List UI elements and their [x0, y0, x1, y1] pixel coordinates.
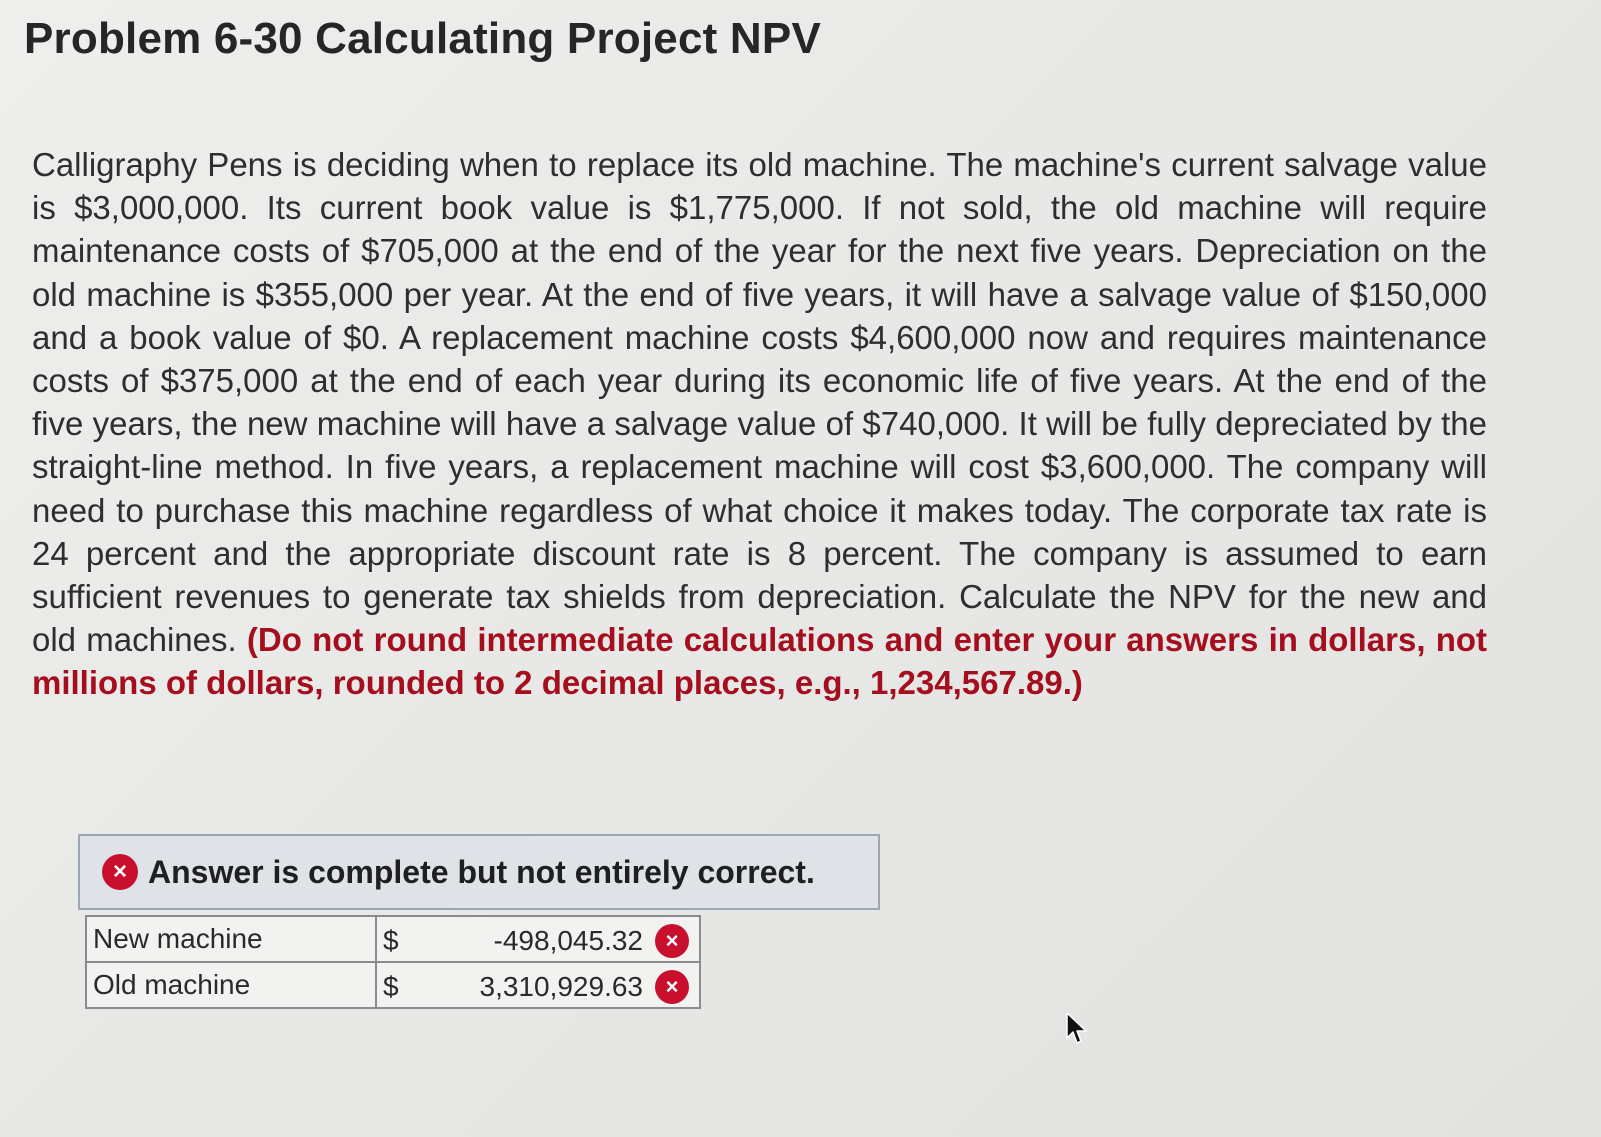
answer-table — [85, 915, 701, 1009]
incorrect-x-icon: × — [655, 924, 689, 958]
answer-value-new-machine[interactable]: -498,045.32 — [493, 925, 643, 956]
currency-symbol: $ — [383, 925, 399, 956]
currency-symbol: $ — [383, 971, 399, 1002]
row-label-old-machine: Old machine — [86, 962, 376, 1008]
answer-instruction: (Do not round intermediate calculations and enter your answers in dollars, not millions of dollars, rounded to 2 decimal places, e.g., 1,234,567.89.) — [32, 621, 1488, 702]
incorrect-x-icon: × — [655, 970, 689, 1004]
answer-row-new-machine — [86, 916, 700, 962]
x-circle-icon: × — [102, 854, 138, 890]
answer-row-old-machine — [86, 962, 700, 1008]
answer-status-banner — [78, 834, 880, 910]
answer-value-old-machine[interactable]: 3,310,929.63 — [479, 971, 643, 1002]
problem-statement — [32, 143, 1487, 705]
answer-field-old-machine[interactable] — [376, 962, 700, 1008]
problem-body: Calligraphy Pens is deciding when to replace its old machine. The machine's current salvage value is $3,000,000. Its current book value is $1,775,000. If not sold, the old machine will require maintenance costs of $705,000 at the end of the year for the next five years. Depreciation on the old machine is $355,000 per year. At the end of five years, it will have a salvage value of $150,000 and a book value of $0. A replacement machine costs $4,600,000 now and requires maintenance costs of $375,000 at the end of each year during its economic life of five years. At the end of the five years, the new machine will have a salvage value of $740,000. It will be fully depreciated by the straight-line method. In five years, a replacement machine will cost $3,600,000. The company will need to purchase this machine regardless of what choice it makes today. The corporate tax rate is 24 percent and the appropriate discount rate is 8 percent. The company is assumed to earn sufficient revenues to generate tax shields from depreciation. Calculate the NPV for the new and old machines. — [32, 146, 1487, 659]
answer-field-new-machine[interactable] — [376, 916, 700, 962]
answer-status-text: Answer is complete but not entirely correct. — [148, 853, 815, 890]
problem-title: Problem 6-30 Calculating Project NPV — [24, 14, 821, 63]
row-label-new-machine: New machine — [86, 916, 376, 962]
